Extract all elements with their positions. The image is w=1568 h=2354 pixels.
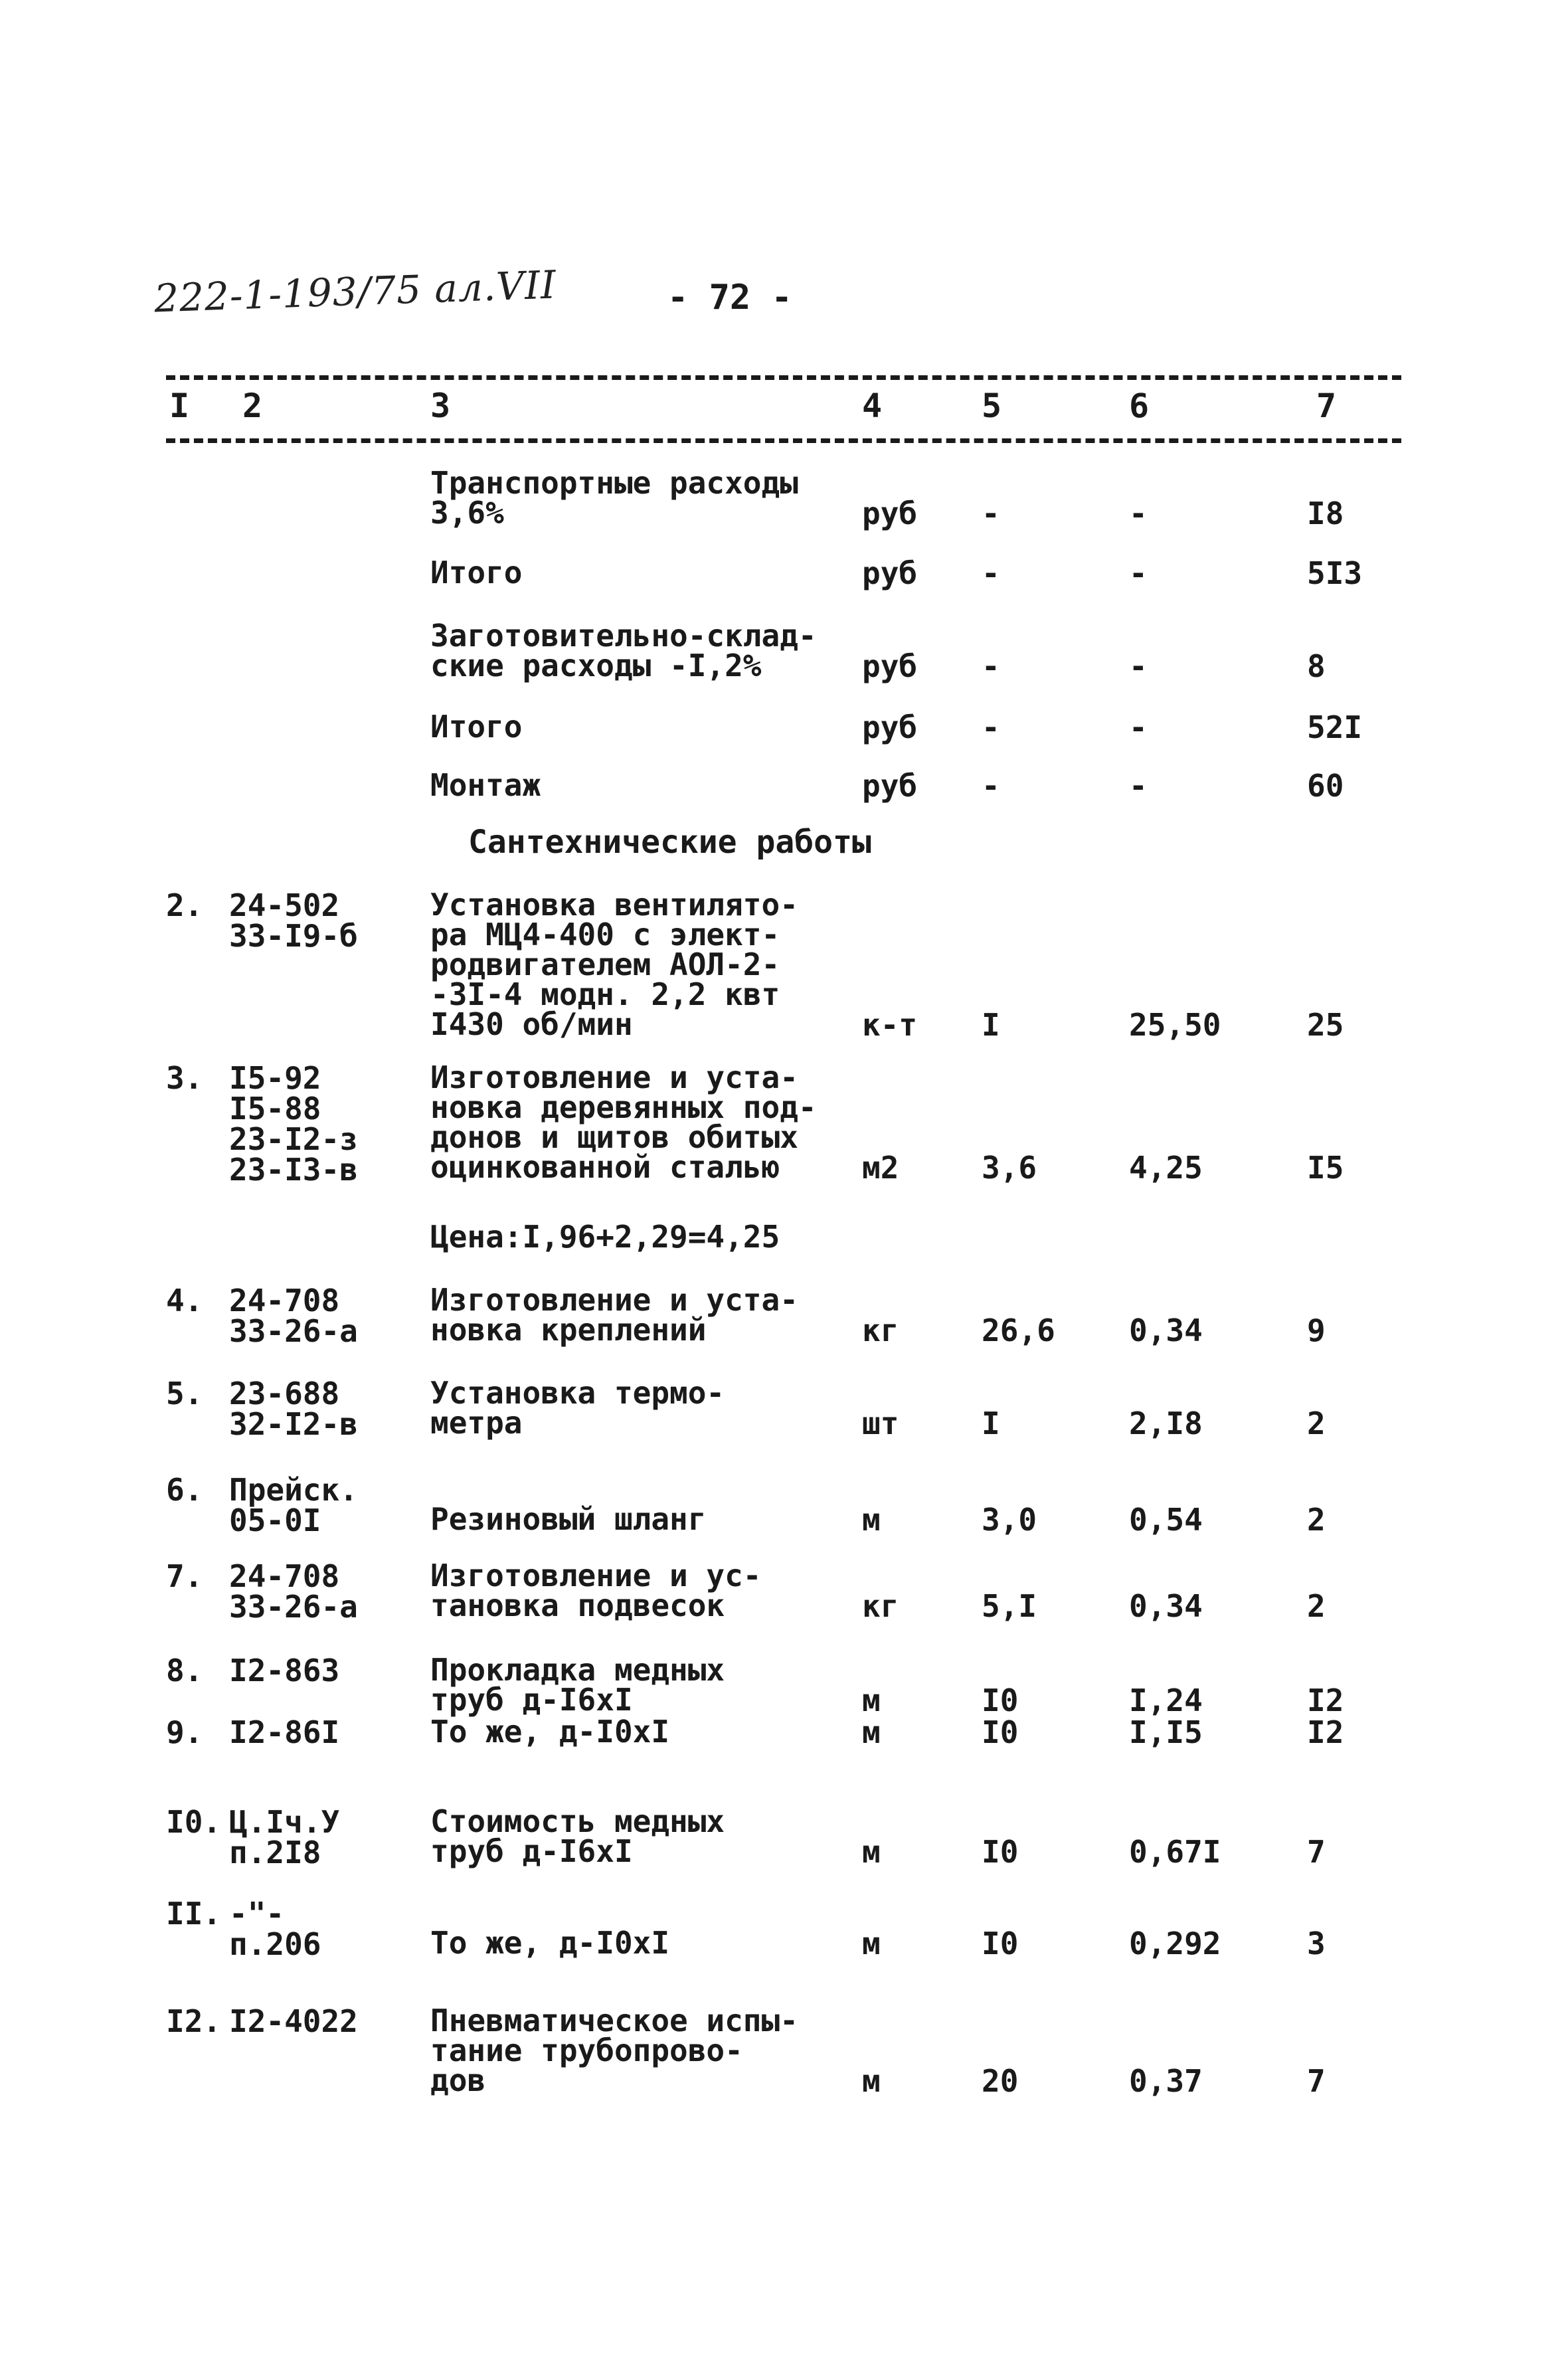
column-header-7: 7 [1316, 387, 1337, 425]
row-quantity: 3,0 [982, 1502, 1037, 1538]
row-quantity: I [982, 1007, 1000, 1043]
row-price: 4,25 [1129, 1150, 1203, 1186]
row-code: 24-708 33-26-а [229, 1558, 358, 1625]
row-name: Изготовление и уста- новка креплений [430, 1282, 798, 1348]
row-total: 2 [1307, 1502, 1326, 1538]
row-quantity: 20 [982, 2063, 1019, 2099]
page-number: - 72 - [667, 278, 792, 317]
handwritten-code: 222-1-193/75 ал.VII [153, 262, 557, 321]
row-code: 23-688 32-I2-в [229, 1376, 358, 1442]
row-total: 7 [1307, 2063, 1326, 2099]
row-quantity: - [982, 555, 1000, 591]
row-price: 0,292 [1129, 1926, 1221, 1961]
row-name: Заготовительно-склад- ские расходы -I,2% [430, 618, 817, 683]
row-total: I2 [1307, 1714, 1344, 1750]
row-code: Прейск. 05-0I [229, 1472, 358, 1538]
row-code: 24-502 33-I9-б [229, 887, 358, 954]
row-total: 25 [1307, 1007, 1344, 1043]
row-code: I5-92 I5-88 23-I2-з 23-I3-в [229, 1060, 358, 1188]
row-unit: м [862, 2063, 881, 2099]
row-unit: м [862, 1834, 881, 1870]
row-name: Изготовление и ус- тановка подвесок [430, 1558, 762, 1623]
row-price: 0,34 [1129, 1313, 1203, 1348]
row-total: I8 [1307, 496, 1344, 531]
row-unit: кг [862, 1313, 899, 1348]
row-unit: руб [862, 496, 918, 531]
row-quantity: - [982, 648, 1000, 684]
row-code: I2-4022 [229, 2003, 358, 2039]
row-total: 52I [1307, 709, 1363, 745]
row-price: - [1129, 709, 1148, 745]
row-number: 6. [166, 1472, 203, 1508]
row-price: 0,37 [1129, 2063, 1203, 2099]
row-quantity: 3,6 [982, 1150, 1037, 1186]
row-unit: шт [862, 1405, 899, 1441]
row-name: То же, д-I0хI [430, 1714, 670, 1750]
row-price: - [1129, 648, 1148, 684]
row-price: I,24 [1129, 1682, 1203, 1718]
row-name: Установка термо- метра [430, 1375, 725, 1441]
row-unit: к-т [862, 1007, 918, 1043]
table-header-rule [166, 438, 1401, 443]
row-price: 2,I8 [1129, 1405, 1203, 1441]
row-name: То же, д-I0хI [430, 1925, 670, 1961]
row-number: II. [166, 1896, 222, 1932]
row-number: 9. [166, 1714, 203, 1750]
row-total: 7 [1307, 1834, 1326, 1870]
row-unit: руб [862, 555, 918, 591]
row-total: I5 [1307, 1150, 1344, 1186]
row-price: I,I5 [1129, 1714, 1203, 1750]
row-quantity: 5,I [982, 1588, 1037, 1624]
row-price: - [1129, 496, 1148, 531]
row-unit: м2 [862, 1150, 899, 1186]
row-number: 7. [166, 1558, 203, 1594]
row-total: 8 [1307, 648, 1326, 684]
table-top-rule [166, 375, 1401, 380]
row-number: 3. [166, 1060, 203, 1096]
row-number: 2. [166, 887, 203, 923]
row-total: 9 [1307, 1313, 1326, 1348]
row-number: I2. [166, 2003, 222, 2039]
row-price: - [1129, 555, 1148, 591]
row-unit: руб [862, 648, 918, 684]
row-total: 2 [1307, 1588, 1326, 1624]
row-quantity: 26,6 [982, 1313, 1055, 1348]
row-name: Монтаж [430, 767, 541, 803]
row-name: Прокладка медных труб д-I6хI [430, 1652, 725, 1718]
row-name: Установка вентилято- ра МЦ4-400 с элект- родвигателем АОЛ-2- -3I-4 модн. 2,2 квт I430 об/мин [430, 887, 798, 1042]
row-total: I2 [1307, 1682, 1344, 1718]
column-header-2: 2 [242, 387, 263, 425]
row-number: 8. [166, 1653, 203, 1688]
row-code: 24-708 33-26-а [229, 1283, 358, 1349]
row-price: 0,34 [1129, 1588, 1203, 1624]
column-header-3: 3 [430, 387, 451, 425]
row-quantity: I0 [982, 1714, 1019, 1750]
row-quantity: I [982, 1405, 1000, 1441]
row-code: I2-86I [229, 1714, 340, 1750]
row-price: 0,54 [1129, 1502, 1203, 1538]
row-number: 4. [166, 1283, 203, 1318]
row-name: Транспортные расходы 3,6% [430, 465, 798, 531]
column-header-5: 5 [982, 387, 1002, 425]
row-price: 0,67I [1129, 1834, 1221, 1870]
column-header-6: 6 [1129, 387, 1150, 425]
row-name: Стоимость медных труб д-I6хI [430, 1803, 725, 1869]
row-unit: м [862, 1682, 881, 1718]
row-quantity: I0 [982, 1926, 1019, 1961]
column-header-1: I [169, 387, 190, 425]
row-unit: м [862, 1502, 881, 1538]
row-total: 2 [1307, 1405, 1326, 1441]
row-price: 25,50 [1129, 1007, 1221, 1043]
row-code: -"- п.206 [229, 1896, 321, 1962]
row-code: I2-863 [229, 1653, 340, 1688]
row-quantity: - [982, 768, 1000, 804]
row-quantity: - [982, 496, 1000, 531]
row-number: 5. [166, 1376, 203, 1411]
row-unit: кг [862, 1588, 899, 1624]
row-name: Цена:I,96+2,29=4,25 [430, 1219, 780, 1255]
row-total: 3 [1307, 1926, 1326, 1961]
row-unit: руб [862, 709, 918, 745]
row-quantity: - [982, 709, 1000, 745]
row-unit: м [862, 1714, 881, 1750]
row-total: 60 [1307, 768, 1344, 804]
row-unit: руб [862, 768, 918, 804]
row-unit: м [862, 1926, 881, 1961]
row-quantity: I0 [982, 1834, 1019, 1870]
row-code: Ц.Iч.У п.2I8 [229, 1804, 340, 1870]
row-name: Пневматическое испы- тание трубопрово- дов [430, 2003, 798, 2098]
section-title: Сантехнические работы [468, 824, 871, 861]
row-number: I0. [166, 1804, 222, 1840]
row-name: Итого [430, 709, 523, 745]
row-total: 5I3 [1307, 555, 1363, 591]
row-name: Резиновый шланг [430, 1501, 707, 1537]
row-quantity: I0 [982, 1682, 1019, 1718]
column-header-4: 4 [862, 387, 883, 425]
row-price: - [1129, 768, 1148, 804]
row-name: Итого [430, 555, 523, 590]
row-name: Изготовление и уста- новка деревянных под- донов и щитов обитых оцинкованной сталью [430, 1059, 817, 1185]
